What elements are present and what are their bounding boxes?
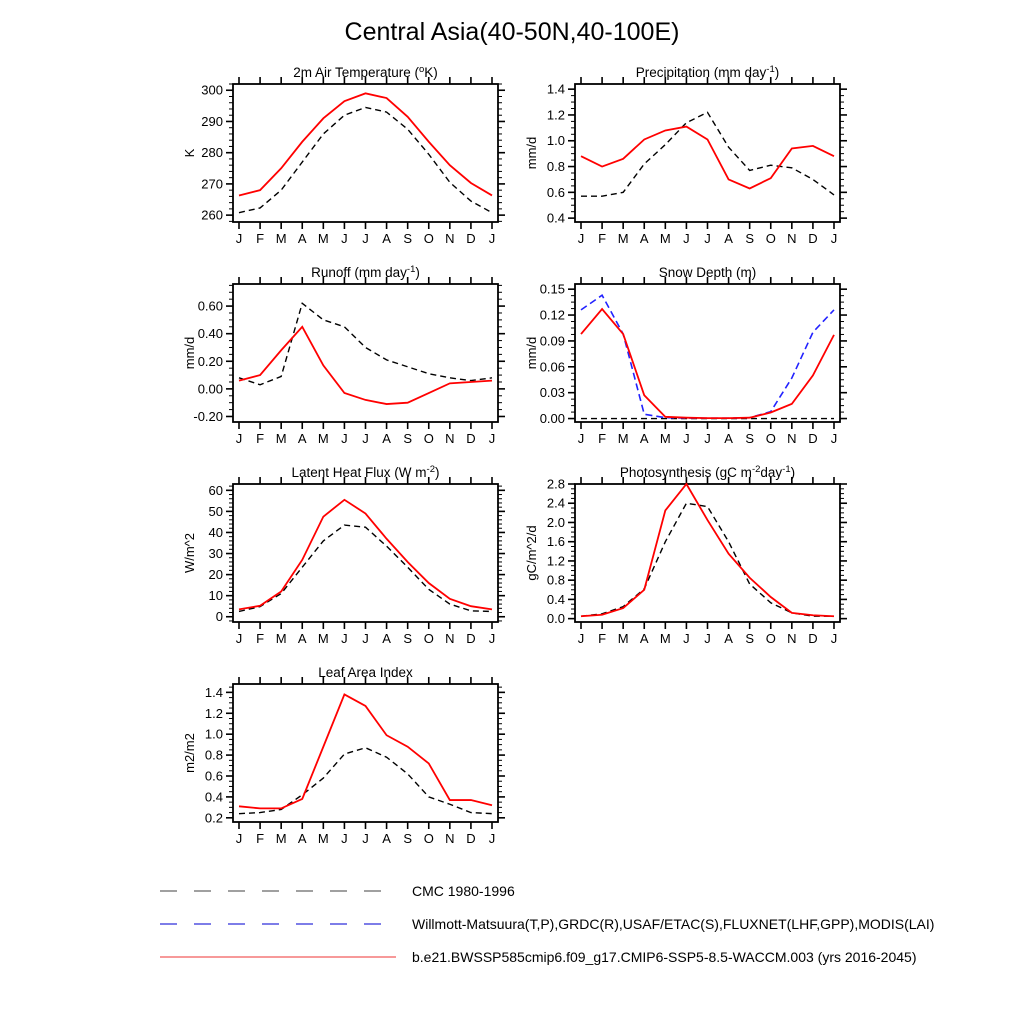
series-model (239, 694, 492, 808)
axes (193, 277, 505, 446)
legend-label-observations: Willmott-Matsuura(T,P),GRDC(R),USAF/ETAC(S),FLUXNET(LHF,GPP),MODIS(LAI) (412, 915, 935, 932)
x-tick-label: A (724, 231, 733, 246)
y-tick-label: 0.8 (546, 159, 565, 175)
y-tick-label: 60 (208, 482, 223, 498)
y-tick-label: 0.00 (197, 381, 223, 397)
y-tick-label: -0.20 (193, 408, 223, 424)
precipitation-chart (500, 62, 870, 258)
x-tick-label: F (256, 631, 265, 646)
x-tick-label: A (639, 231, 649, 246)
x-tick-label: J (235, 431, 243, 446)
x-tick-label: J (683, 631, 690, 646)
x-tick-label: F (256, 831, 265, 846)
panel-runoff (158, 262, 528, 458)
x-tick-label: A (724, 631, 733, 646)
y-tick-label: 1.2 (546, 553, 565, 569)
y-axis-label: mm/d (524, 336, 539, 370)
y-tick-label: 0.2 (204, 810, 223, 826)
y-tick-label: 0.4 (546, 210, 565, 226)
x-tick-label: M (617, 231, 629, 246)
x-tick-label: S (745, 231, 755, 246)
x-tick-label: M (317, 631, 329, 646)
x-tick-label: J (235, 231, 243, 246)
x-tick-label: S (403, 231, 413, 246)
leaf-area-index-chart (158, 662, 528, 858)
x-tick-label: A (297, 431, 307, 446)
axes (540, 277, 847, 446)
runoff-chart (158, 262, 528, 458)
y-tick-label: 0.6 (204, 768, 223, 784)
x-tick-label: F (598, 431, 607, 446)
y-tick-label: 20 (208, 567, 223, 583)
x-tick-label: J (683, 231, 690, 246)
y-tick-label: 0.12 (539, 307, 565, 323)
legend-label-model: b.e21.BWSSP585cmip6.f09_g17.CMIP6-SSP5-8.5-WACCM.003 (yrs 2016-2045) (412, 948, 917, 965)
chart-title: Runoff (mm day$^{-1}$) (311, 264, 420, 280)
x-tick-label: J (704, 231, 711, 246)
x-tick-label: M (617, 631, 629, 646)
page-title: Central Asia(40-50N,40-100E) (344, 18, 680, 46)
y-tick-label: 0.4 (204, 789, 223, 805)
x-tick-label: J (235, 631, 243, 646)
x-tick-label: M (275, 431, 287, 446)
latent-heat-flux-chart (158, 462, 528, 658)
y-tick-label: 30 (208, 546, 223, 562)
x-tick-label: O (423, 831, 434, 846)
x-tick-label: J (488, 831, 496, 846)
y-tick-label: 0.03 (539, 385, 565, 401)
y-tick-label: 1.6 (546, 534, 565, 550)
x-tick-label: D (466, 831, 476, 846)
x-tick-label: D (466, 631, 476, 646)
x-tick-label: M (275, 631, 287, 646)
y-tick-label: 2.8 (546, 476, 565, 492)
plot-frame (575, 284, 840, 422)
y-tick-label: 280 (201, 145, 223, 161)
y-tick-label: 1.2 (546, 107, 565, 123)
series-model (239, 500, 492, 610)
legend-item-observations (158, 907, 934, 940)
plot-frame (233, 684, 498, 822)
x-tick-label: J (362, 631, 369, 646)
axes (205, 677, 505, 846)
x-tick-label: A (382, 831, 391, 846)
series-cmc (239, 303, 492, 384)
x-tick-label: A (639, 631, 649, 646)
x-tick-label: N (787, 431, 797, 446)
x-tick-label: M (659, 431, 671, 446)
x-tick-label: O (765, 431, 776, 446)
x-tick-label: A (297, 231, 307, 246)
y-tick-label: 0.0 (546, 611, 565, 627)
y-tick-label: 0.20 (197, 353, 223, 369)
series-model (239, 327, 492, 404)
series-model (581, 484, 834, 616)
x-tick-label: N (445, 231, 455, 246)
y-tick-label: 0 (215, 609, 223, 625)
x-tick-label: J (362, 431, 369, 446)
x-tick-label: J (341, 831, 348, 846)
y-tick-label: 300 (201, 82, 223, 98)
x-tick-label: S (745, 631, 755, 646)
y-tick-label: 0.8 (204, 747, 223, 763)
axes (201, 77, 505, 246)
x-tick-label: M (275, 831, 287, 846)
solid-line-sample-icon (158, 952, 398, 962)
x-tick-label: O (423, 231, 434, 246)
x-tick-label: A (724, 431, 733, 446)
x-tick-label: J (830, 631, 838, 646)
x-tick-label: O (423, 431, 434, 446)
y-tick-label: 260 (201, 207, 223, 223)
y-tick-label: 1.0 (204, 726, 223, 742)
x-tick-label: F (598, 231, 607, 246)
x-tick-label: M (275, 231, 287, 246)
x-tick-label: M (317, 431, 329, 446)
x-tick-label: N (445, 831, 455, 846)
x-tick-label: J (341, 631, 348, 646)
x-tick-label: M (617, 431, 629, 446)
x-tick-label: J (362, 831, 369, 846)
y-tick-label: 50 (208, 503, 223, 519)
panel-photosynthesis (500, 462, 870, 658)
plot-frame (575, 484, 840, 622)
panel-air-temperature (158, 62, 528, 258)
y-axis-label: K (182, 148, 197, 158)
y-tick-label: 2.0 (546, 514, 565, 530)
photosynthesis-chart (500, 462, 870, 658)
x-tick-label: S (403, 831, 413, 846)
x-tick-label: J (341, 431, 348, 446)
x-tick-label: J (830, 431, 838, 446)
chart-title: Snow Depth (m) (658, 265, 757, 280)
y-tick-label: 0.6 (546, 184, 565, 200)
x-tick-label: A (297, 831, 307, 846)
y-axis-label: gC/m^2/d (524, 525, 539, 581)
x-tick-label: D (466, 231, 476, 246)
x-tick-label: N (445, 431, 455, 446)
y-axis-label: W/m^2 (182, 532, 197, 574)
x-tick-label: D (808, 631, 818, 646)
x-tick-label: S (745, 431, 755, 446)
series-model (581, 127, 834, 189)
panel-latent-heat-flux (158, 462, 528, 658)
dashed-line-sample-icon (158, 919, 398, 929)
legend (158, 874, 934, 973)
series-cmc (239, 525, 492, 611)
y-tick-label: 1.0 (546, 133, 565, 149)
y-tick-label: 0.06 (539, 359, 565, 375)
x-tick-label: D (466, 431, 476, 446)
air-temperature-chart (158, 62, 528, 258)
panel-precipitation (500, 62, 870, 258)
legend-item-model (158, 940, 934, 973)
y-tick-label: 0.8 (546, 572, 565, 588)
x-tick-label: O (765, 631, 776, 646)
y-tick-label: 0.09 (539, 333, 565, 349)
x-tick-label: J (704, 431, 711, 446)
legend-item-cmc (158, 874, 934, 907)
x-tick-label: M (317, 231, 329, 246)
y-tick-label: 0.15 (539, 281, 565, 297)
y-tick-label: 0.00 (539, 411, 565, 427)
y-axis-label: mm/d (182, 336, 197, 370)
x-tick-label: N (787, 631, 797, 646)
dashed-line-sample-icon (158, 886, 398, 896)
panel-snow-depth (500, 262, 870, 458)
y-tick-label: 10 (208, 588, 223, 604)
x-tick-label: M (659, 631, 671, 646)
y-tick-label: 1.4 (204, 684, 223, 700)
x-tick-label: D (808, 231, 818, 246)
x-tick-label: O (765, 231, 776, 246)
y-tick-label: 1.2 (204, 705, 223, 721)
x-tick-label: A (382, 231, 391, 246)
legend-label-cmc: CMC 1980-1996 (412, 882, 515, 899)
x-tick-label: J (577, 231, 585, 246)
chart-title: 2m Air Temperature ($^o$K) (293, 64, 438, 80)
series-model (239, 93, 492, 195)
x-tick-label: J (488, 231, 496, 246)
plot-frame (575, 84, 840, 222)
x-tick-label: M (317, 831, 329, 846)
y-tick-label: 0.4 (546, 591, 565, 607)
x-tick-label: J (577, 631, 585, 646)
snow-depth-chart (500, 262, 870, 458)
x-tick-label: F (598, 631, 607, 646)
x-tick-label: A (382, 431, 391, 446)
y-tick-label: 290 (201, 113, 223, 129)
chart-title: Photosynthesis (gC $m^{-2}day^{-1}$) (619, 464, 796, 480)
series-cmc (239, 748, 492, 814)
chart-title: Precipitation (mm day$^{-1}$) (635, 64, 780, 80)
y-axis-label: mm/d (524, 136, 539, 170)
x-tick-label: J (362, 231, 369, 246)
x-tick-label: J (488, 631, 496, 646)
x-tick-label: A (382, 631, 391, 646)
x-tick-label: J (235, 831, 243, 846)
chart-title: Leaf Area Index (318, 665, 413, 680)
x-tick-label: F (256, 431, 265, 446)
x-tick-label: F (256, 231, 265, 246)
plot-frame (233, 284, 498, 422)
x-tick-label: M (659, 231, 671, 246)
y-tick-label: 1.4 (546, 81, 565, 97)
x-tick-label: N (445, 631, 455, 646)
x-tick-label: A (639, 431, 649, 446)
y-axis-label: m2/m2 (182, 733, 197, 773)
x-tick-label: J (704, 631, 711, 646)
x-tick-label: J (488, 431, 496, 446)
panel-leaf-area-index (158, 662, 528, 858)
chart-title: Latent Heat Flux (W $m^{-2}$) (291, 464, 440, 480)
axes (209, 477, 505, 646)
y-tick-label: 0.40 (197, 326, 223, 342)
x-tick-label: J (577, 431, 585, 446)
x-tick-label: J (341, 231, 348, 246)
y-tick-label: 40 (208, 524, 223, 540)
x-tick-label: N (787, 231, 797, 246)
y-tick-label: 2.4 (546, 495, 565, 511)
x-tick-label: D (808, 431, 818, 446)
x-tick-label: O (423, 631, 434, 646)
y-tick-label: 270 (201, 176, 223, 192)
x-tick-label: S (403, 631, 413, 646)
series-cmc (239, 107, 492, 212)
x-tick-label: A (297, 631, 307, 646)
x-tick-label: J (830, 231, 838, 246)
x-tick-label: J (683, 431, 690, 446)
y-tick-label: 0.60 (197, 298, 223, 314)
x-tick-label: S (403, 431, 413, 446)
series-cmc (581, 112, 834, 196)
plot-frame (233, 84, 498, 222)
